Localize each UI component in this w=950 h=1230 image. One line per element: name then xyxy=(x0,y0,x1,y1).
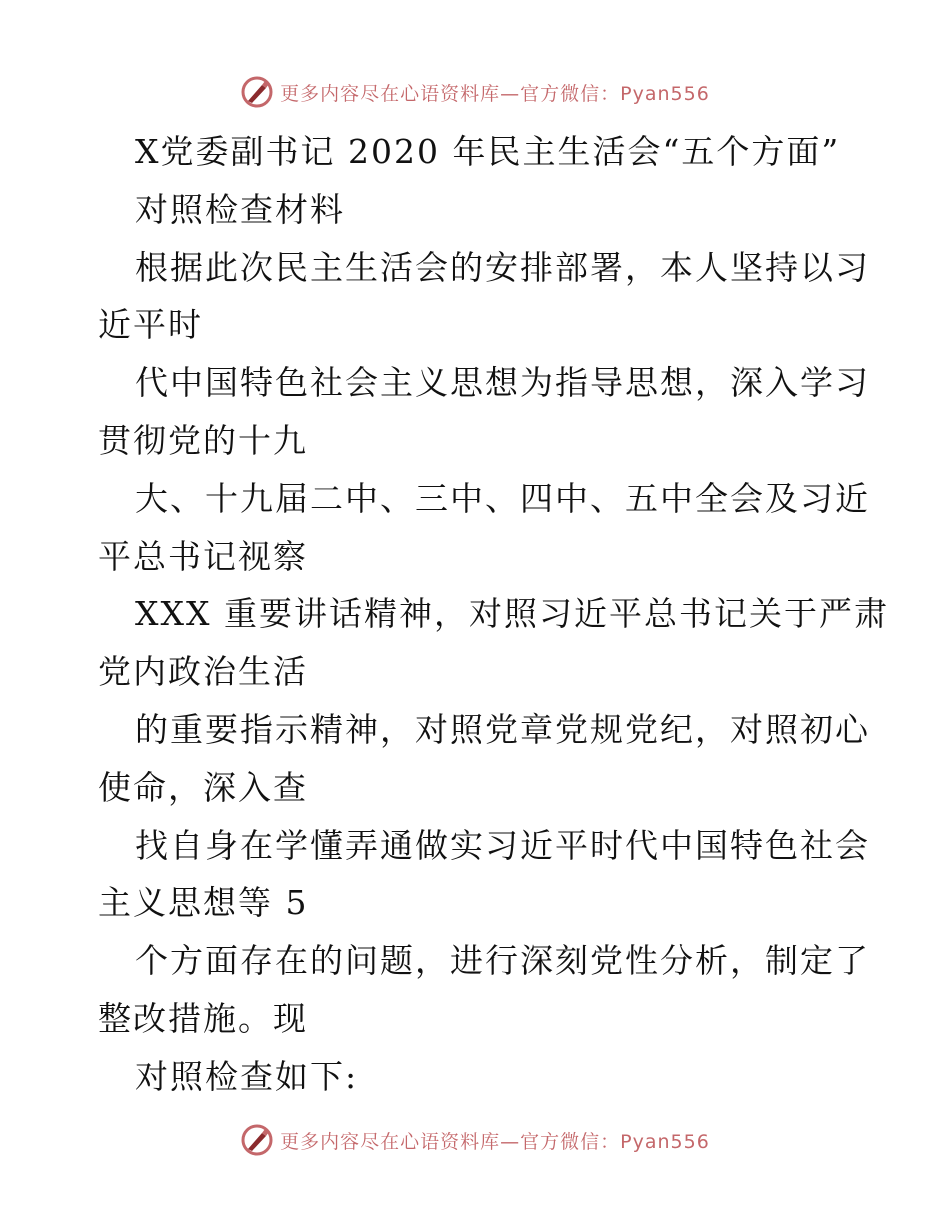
document-body xyxy=(98,123,889,1106)
paragraph-line: XXX 重要讲话精神，对照习近平总书记关于严肃 xyxy=(135,594,889,634)
watermark-text: 更多内容尽在心语资料库—官方微信：Pyan556 xyxy=(280,82,710,105)
paragraph-line: 找自身在学懂弄通做实习近平时代中国特色社会 xyxy=(135,825,870,865)
paragraph-line: 代中国特色社会主义思想为指导思想，深入学习 xyxy=(135,363,870,403)
paragraph-line: 个方面存在的问题，进行深刻党性分析，制定了 xyxy=(135,941,870,981)
watermark-text: 更多内容尽在心语资料库—官方微信：Pyan556 xyxy=(280,1130,710,1153)
paragraph-line: 近平时 xyxy=(98,305,203,345)
paragraph-line: 整改措施。现 xyxy=(98,998,308,1038)
paragraph-line: 主义思想等 5 xyxy=(98,883,309,923)
paragraph-line: 根据此次民主生活会的安排部署，本人坚持以习 xyxy=(135,247,870,287)
watermark-header xyxy=(0,72,950,112)
doc-title-line-1: X党委副书记 2020 年民主生活会“五个方面” xyxy=(135,132,841,171)
watermark-footer xyxy=(0,1120,950,1160)
paragraph-line: 贯彻党的十九 xyxy=(98,420,308,460)
pen-seal-icon xyxy=(240,1123,274,1157)
doc-title-line-2: 对照检查材料 xyxy=(135,189,345,229)
paragraph-line: 党内政治生活 xyxy=(98,652,308,692)
paragraph-line: 的重要指示精神，对照党章党规党纪，对照初心 xyxy=(135,709,870,749)
pen-seal-icon xyxy=(240,75,274,109)
paragraph-line: 使命，深入查 xyxy=(98,767,308,807)
paragraph-line: 大、十九届二中、三中、四中、五中全会及习近 xyxy=(135,478,870,518)
paragraph-line: 对照检查如下: xyxy=(135,1056,359,1096)
paragraph-line: 平总书记视察 xyxy=(98,536,308,576)
